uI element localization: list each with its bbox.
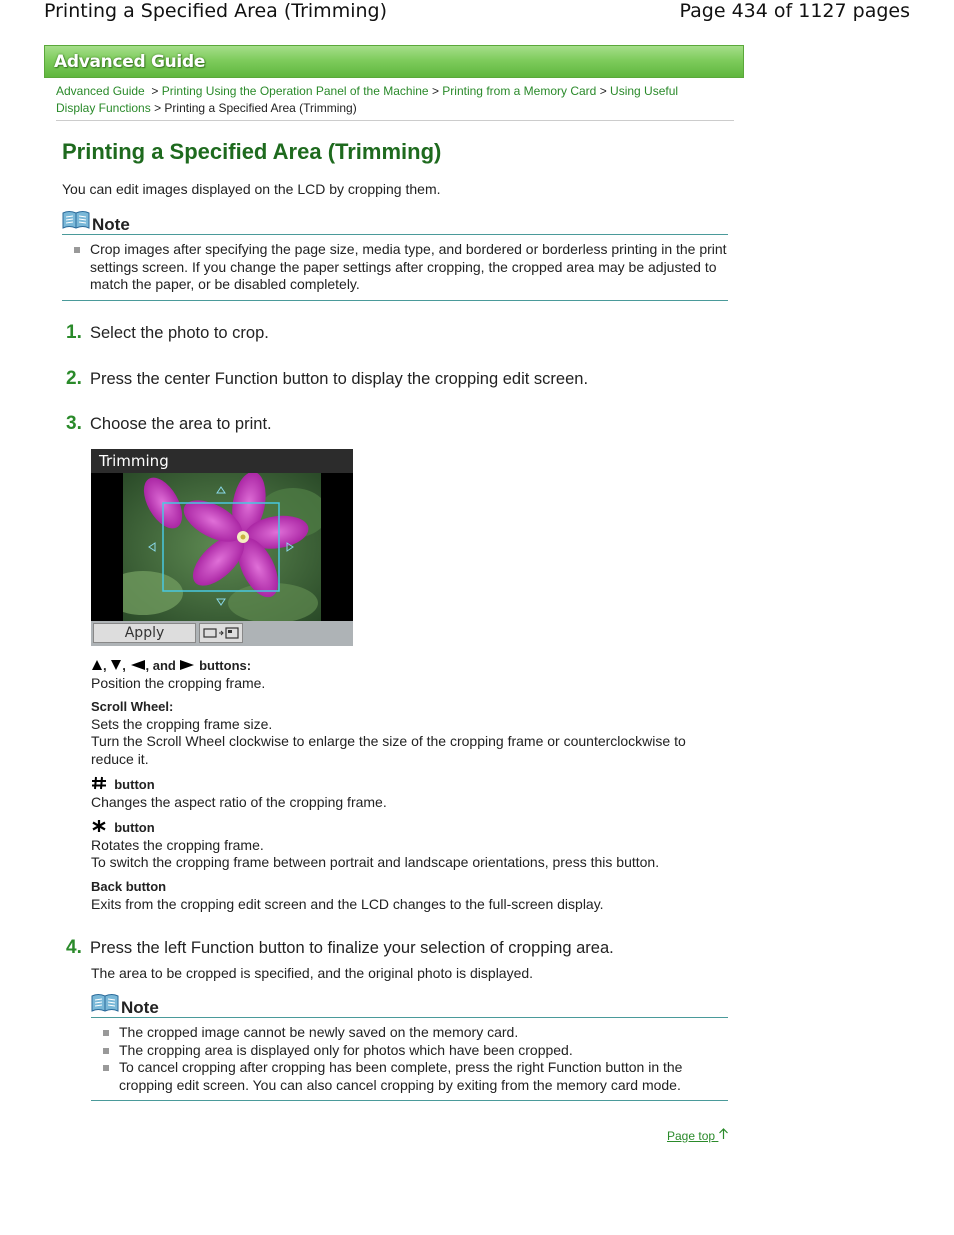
page-title: Printing a Specified Area (Trimming) xyxy=(62,139,442,164)
aspect-ratio-icon xyxy=(200,624,242,642)
lcd-title-bar xyxy=(91,449,353,473)
step-1 xyxy=(66,322,269,344)
desc-body: Turn the Scroll Wheel clockwise to enlarge the size of the cropping frame or counterclockwise to reduce it. xyxy=(91,733,686,767)
flower-photo xyxy=(123,473,321,621)
breadcrumb-link-advanced-guide[interactable]: Advanced Guide xyxy=(56,84,145,98)
asterisk-icon xyxy=(91,819,107,833)
breadcrumb-separator: > xyxy=(431,84,439,98)
scroll-wheel-desc xyxy=(91,698,721,768)
note-header xyxy=(62,210,728,235)
step-number: 2. xyxy=(66,368,82,389)
note-list xyxy=(62,235,728,301)
note-header xyxy=(91,993,728,1018)
advanced-guide-banner xyxy=(44,45,744,78)
back-button-desc xyxy=(91,878,721,913)
step-number: 1. xyxy=(66,322,82,343)
breadcrumb-link-display-functions[interactable]: Using Useful Display Functions xyxy=(56,84,679,115)
desc-body: Exits from the cropping edit screen and the LCD changes to the full-screen display. xyxy=(91,895,604,912)
step-number: 3. xyxy=(66,413,82,434)
right-arrow-icon xyxy=(179,659,195,671)
desc-body: Rotates the cropping frame. xyxy=(91,836,264,853)
step-text: Press the left Function button to finalize your selection of cropping area. xyxy=(90,939,614,957)
lcd-trimming-screen xyxy=(91,449,353,646)
note-item: The cropped image cannot be newly saved on the memory card. xyxy=(91,1024,728,1042)
note-title: Note xyxy=(92,215,130,234)
lcd-button-bar xyxy=(91,621,353,646)
page-top-link[interactable] xyxy=(667,1128,729,1143)
apply-button: Apply xyxy=(93,623,196,643)
arrow-buttons-desc xyxy=(91,657,721,692)
separator: , and xyxy=(145,658,176,673)
breadcrumb-divider xyxy=(56,120,734,121)
hash-button-desc xyxy=(91,776,721,811)
desc-body: Sets the cropping frame size. xyxy=(91,715,273,732)
note-item: Crop images after specifying the page size, media type, and bordered or borderless printing in the print settings screen. If you change the paper settings after cropping, the cropped area may be adjusted to match the paper, or be disabled completely. xyxy=(62,241,728,294)
hash-icon xyxy=(91,776,107,790)
intro-text: You can edit images displayed on the LCD by cropping them. xyxy=(62,181,441,197)
desc-title: buttons: xyxy=(199,658,252,673)
note-box xyxy=(91,993,728,1101)
page-counter: Page 434 of 1127 pages xyxy=(679,0,910,22)
aspect-ratio-button xyxy=(199,623,243,643)
desc-title: button xyxy=(114,777,155,792)
step-4-result: The area to be cropped is specified, and the original photo is displayed. xyxy=(91,965,534,981)
book-icon xyxy=(91,993,119,1013)
lcd-title: Trimming xyxy=(99,452,169,470)
down-arrow-icon xyxy=(110,659,122,671)
breadcrumb-separator: > xyxy=(154,101,162,115)
separator: , xyxy=(122,658,126,673)
desc-title: Scroll Wheel: xyxy=(91,699,174,714)
step-text: Press the center Function button to display the cropping edit screen. xyxy=(90,370,589,388)
desc-body: To switch the cropping frame between portrait and landscape orientations, press this button. xyxy=(91,854,660,870)
breadcrumb-link-memory-card[interactable]: Printing from a Memory Card xyxy=(442,84,597,98)
note-box xyxy=(62,210,728,301)
desc-body: Position the cropping frame. xyxy=(91,674,266,691)
breadcrumb xyxy=(56,83,716,117)
page-top-label: Page top xyxy=(667,1129,716,1143)
step-2 xyxy=(66,368,588,390)
note-item: The cropping area is displayed only for photos which have been cropped. xyxy=(91,1042,728,1060)
desc-title: Back button xyxy=(91,879,167,894)
header-title: Printing a Specified Area (Trimming) xyxy=(44,0,387,22)
separator: , xyxy=(103,658,107,673)
book-icon xyxy=(62,210,90,230)
step-text: Select the photo to crop. xyxy=(90,324,269,342)
star-button-desc xyxy=(91,819,721,872)
breadcrumb-separator: > xyxy=(599,84,607,98)
step-number: 4. xyxy=(66,937,82,958)
desc-body: Changes the aspect ratio of the cropping frame. xyxy=(91,793,387,810)
banner-label: Advanced Guide xyxy=(54,52,206,72)
left-arrow-icon xyxy=(130,659,146,671)
step-4 xyxy=(66,937,614,959)
note-item: To cancel cropping after cropping has been complete, press the right Function button in the cropping edit screen. You can also cancel cropping by exiting from the memory card mode. xyxy=(91,1059,728,1094)
note-title: Note xyxy=(121,998,159,1017)
breadcrumb-link-operation-panel[interactable]: Printing Using the Operation Panel of the Machine xyxy=(161,84,429,98)
breadcrumb-current: Printing a Specified Area (Trimming) xyxy=(164,101,357,115)
up-arrow-icon xyxy=(91,659,103,671)
note-list xyxy=(91,1018,728,1101)
arrow-up-icon xyxy=(718,1128,729,1140)
step-text: Choose the area to print. xyxy=(90,415,272,433)
step-3 xyxy=(66,413,272,435)
breadcrumb-separator: > xyxy=(151,84,159,98)
desc-title: button xyxy=(114,820,155,835)
